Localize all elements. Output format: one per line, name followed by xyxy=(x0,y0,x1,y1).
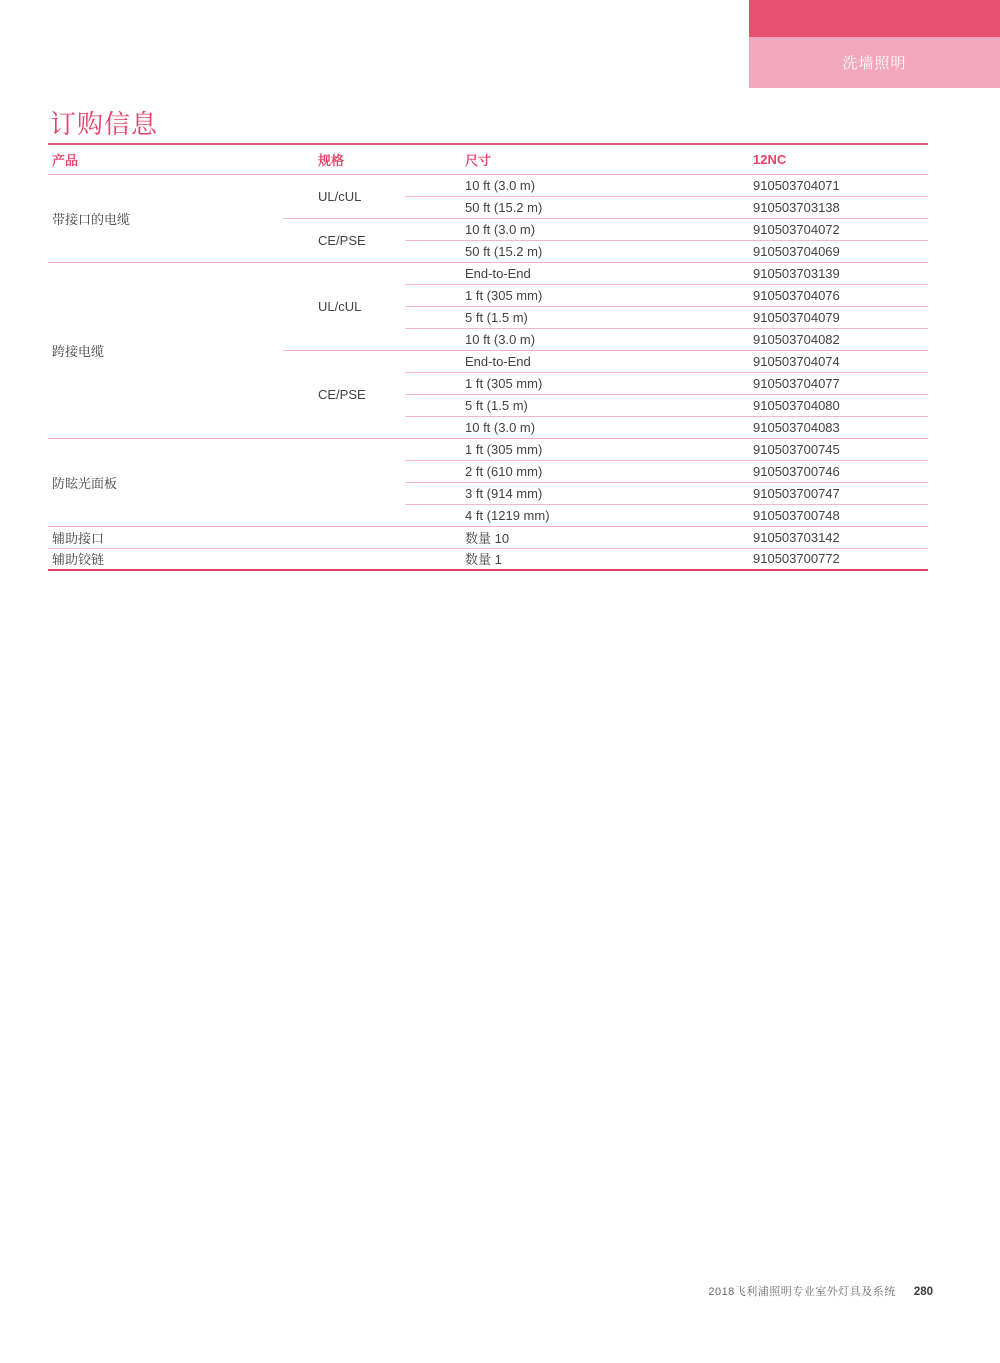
banner-dark-stripe xyxy=(749,0,1000,37)
page-number: 280 xyxy=(913,1286,933,1298)
code-cell: 910503703139 xyxy=(705,262,928,284)
code-cell: 910503704076 xyxy=(705,284,928,306)
page-footer xyxy=(48,1282,933,1300)
table-row xyxy=(48,526,928,548)
category-label: 洗墙照明 xyxy=(842,55,907,72)
size-cell: 10 ft (3.0 m) xyxy=(405,416,705,438)
spec-cell: UL/cUL xyxy=(283,174,405,218)
product-cell: 辅助铰链 xyxy=(48,548,283,570)
size-cell: 数量 10 xyxy=(405,526,705,548)
table-row xyxy=(48,262,928,284)
product-cell: 辅助接口 xyxy=(48,526,283,548)
code-cell: 910503703138 xyxy=(705,196,928,218)
code-cell: 910503704079 xyxy=(705,306,928,328)
code-cell: 910503704074 xyxy=(705,350,928,372)
column-header-product: 产品 xyxy=(48,144,283,174)
column-header-spec: 规格 xyxy=(283,144,405,174)
size-cell: End-to-End xyxy=(405,350,705,372)
banner-light-stripe xyxy=(749,37,1000,88)
code-cell: 910503704071 xyxy=(705,174,928,196)
size-cell: 5 ft (1.5 m) xyxy=(405,394,705,416)
code-cell: 910503700746 xyxy=(705,460,928,482)
code-cell: 910503704083 xyxy=(705,416,928,438)
code-cell: 910503704069 xyxy=(705,240,928,262)
size-cell: 10 ft (3.0 m) xyxy=(405,174,705,196)
spec-cell xyxy=(283,548,405,570)
code-cell: 910503703142 xyxy=(705,526,928,548)
header-row xyxy=(48,144,928,174)
ordering-table xyxy=(48,143,928,571)
code-cell: 910503704072 xyxy=(705,218,928,240)
table-row xyxy=(48,174,928,196)
page-title: 订购信息 xyxy=(50,109,159,139)
size-cell: 1 ft (305 mm) xyxy=(405,284,705,306)
spec-cell xyxy=(283,526,405,548)
size-cell: 50 ft (15.2 m) xyxy=(405,196,705,218)
size-cell: 2 ft (610 mm) xyxy=(405,460,705,482)
column-header-size: 尺寸 xyxy=(405,144,705,174)
size-cell: 数量 1 xyxy=(405,548,705,570)
code-cell: 910503700747 xyxy=(705,482,928,504)
size-cell: 10 ft (3.0 m) xyxy=(405,328,705,350)
footer-text: 2018飞利浦照明专业室外灯具及系统 xyxy=(708,1286,896,1298)
column-header-code: 12NC xyxy=(705,144,928,174)
size-cell: 1 ft (305 mm) xyxy=(405,372,705,394)
code-cell: 910503700748 xyxy=(705,504,928,526)
product-cell: 带接口的电缆 xyxy=(48,174,283,262)
spec-cell: UL/cUL xyxy=(283,262,405,350)
code-cell: 910503704080 xyxy=(705,394,928,416)
table-row xyxy=(48,438,928,460)
size-cell: 50 ft (15.2 m) xyxy=(405,240,705,262)
spec-cell: CE/PSE xyxy=(283,218,405,262)
product-cell: 防眩光面板 xyxy=(48,438,283,526)
code-cell: 910503700772 xyxy=(705,548,928,570)
code-cell: 910503704077 xyxy=(705,372,928,394)
table-row xyxy=(48,548,928,570)
size-cell: 10 ft (3.0 m) xyxy=(405,218,705,240)
size-cell: 1 ft (305 mm) xyxy=(405,438,705,460)
size-cell: End-to-End xyxy=(405,262,705,284)
size-cell: 5 ft (1.5 m) xyxy=(405,306,705,328)
spec-cell: CE/PSE xyxy=(283,350,405,438)
category-banner xyxy=(749,0,1000,88)
code-cell: 910503700745 xyxy=(705,438,928,460)
spec-cell xyxy=(283,438,405,526)
size-cell: 4 ft (1219 mm) xyxy=(405,504,705,526)
code-cell: 910503704082 xyxy=(705,328,928,350)
product-cell: 跨接电缆 xyxy=(48,262,283,438)
size-cell: 3 ft (914 mm) xyxy=(405,482,705,504)
